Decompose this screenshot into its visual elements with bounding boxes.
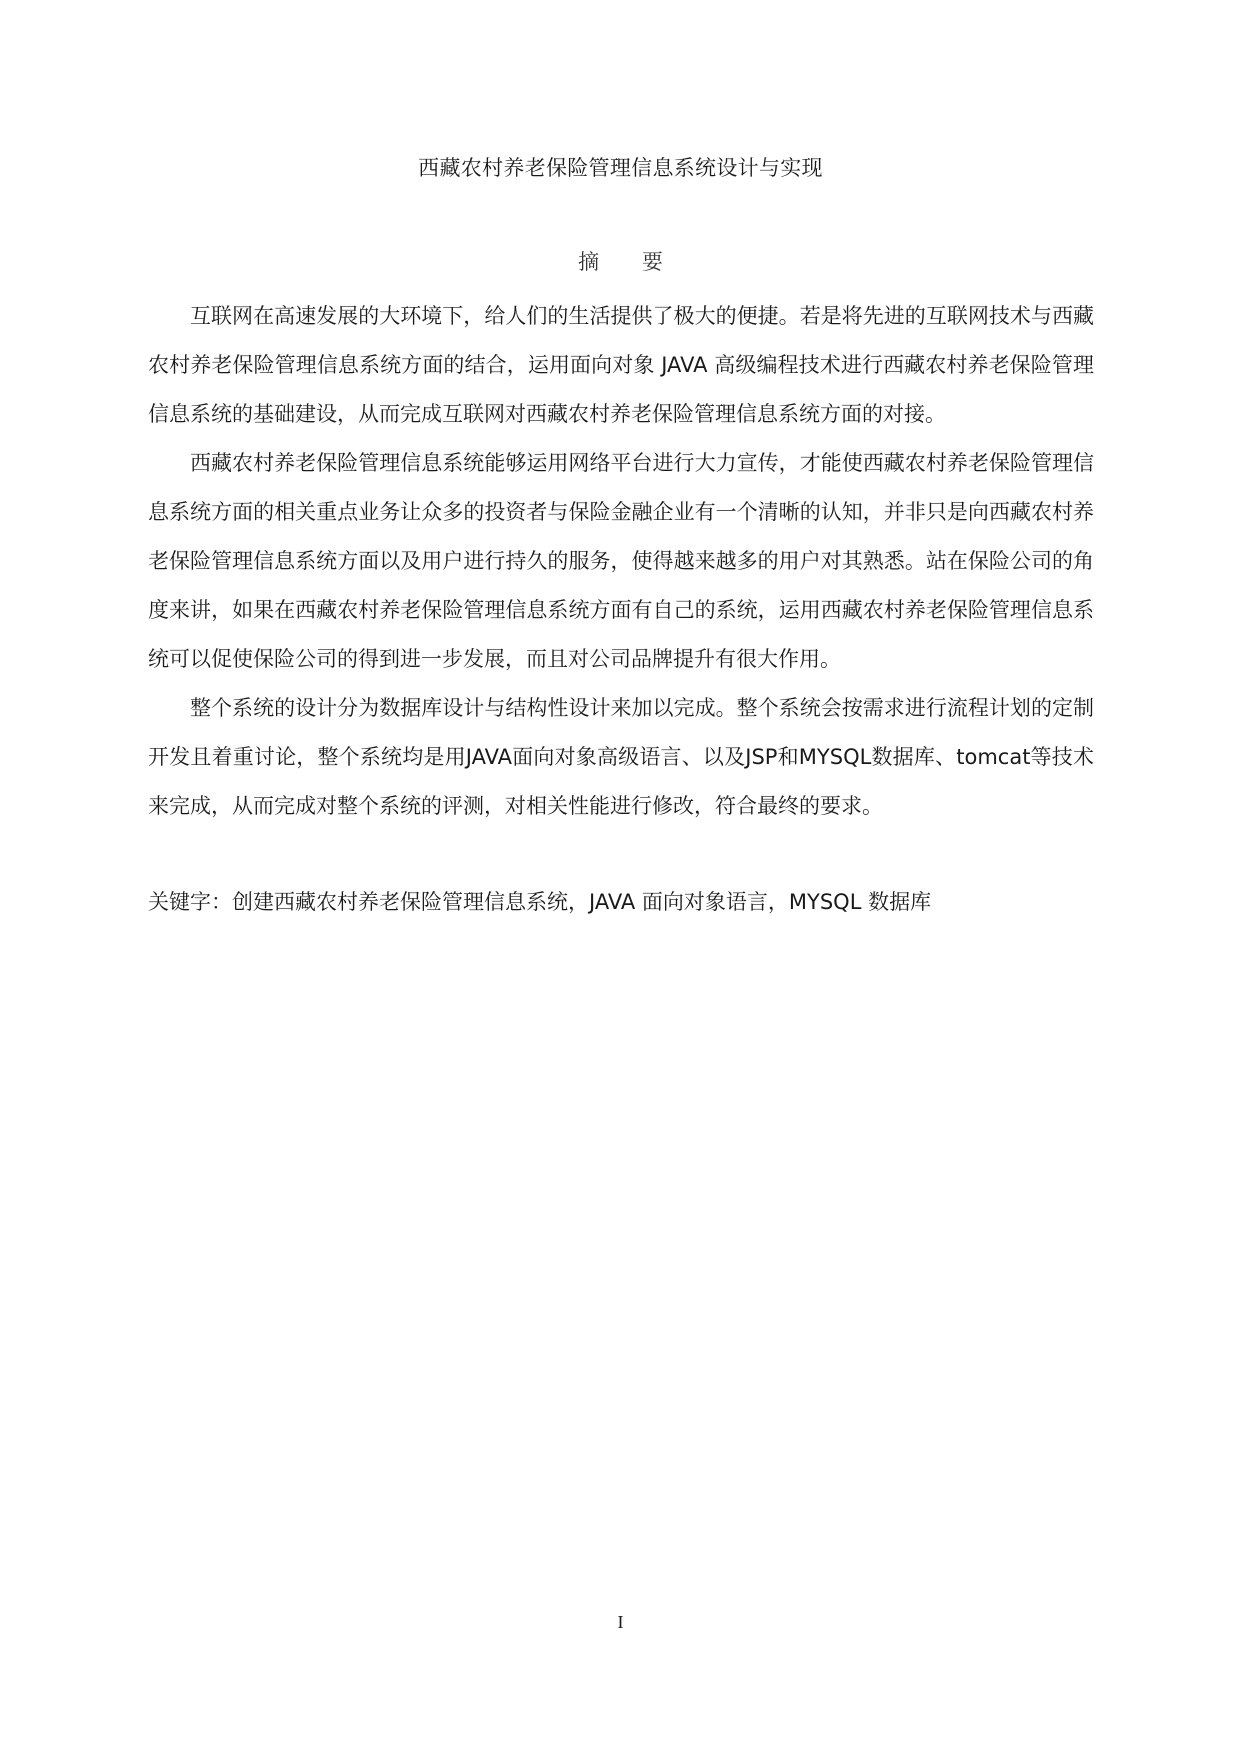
page-number: I xyxy=(617,1612,624,1632)
abstract-paragraph: 互联网在高速发展的大环境下，给人们的生活提供了极大的便捷。若是将先进的互联网技术与西藏农村养老保险管理信息系统方面的结合，运用面向对象 JAVA 高级编程技术进行西藏农村养老保险管理信息系统的基础建设，从而完成互联网对西藏农村养老保险管理信息系统方面的对接。 xyxy=(148,304,1094,426)
abstract-body xyxy=(148,292,1094,831)
page-title: 西藏农村养老保险管理信息系统设计与实现 xyxy=(418,156,823,180)
abstract-paragraph: 整个系统的设计分为数据库设计与结构性设计来加以完成。整个系统会按需求进行流程计划的定制开发且着重讨论，整个系统均是用JAVA面向对象高级语言、以及JSP和MYSQL数据库、tomcat等技术来完成，从而完成对整个系统的评测，对相关性能进行修改，符合最终的要求。 xyxy=(148,696,1094,818)
abstract-paragraph: 西藏农村养老保险管理信息系统能够运用网络平台进行大力宣传，才能使西藏农村养老保险管理信息系统方面的相关重点业务让众多的投资者与保险金融企业有一个清晰的认知，并非只是向西藏农村养老保险管理信息系统方面以及用户进行持久的服务，使得越来越多的用户对其熟悉。站在保险公司的角度来讲，如果在西藏农村养老保险管理信息系统方面有自己的系统，运用西藏农村养老保险管理信息系统可以促使保险公司的得到进一步发展，而且对公司品牌提升有很大作用。 xyxy=(148,451,1094,671)
abstract-heading: 摘 要 xyxy=(578,250,681,274)
keywords-line: 关键字：创建西藏农村养老保险管理信息系统，JAVA 面向对象语言，MYSQL 数据库 xyxy=(148,890,932,914)
